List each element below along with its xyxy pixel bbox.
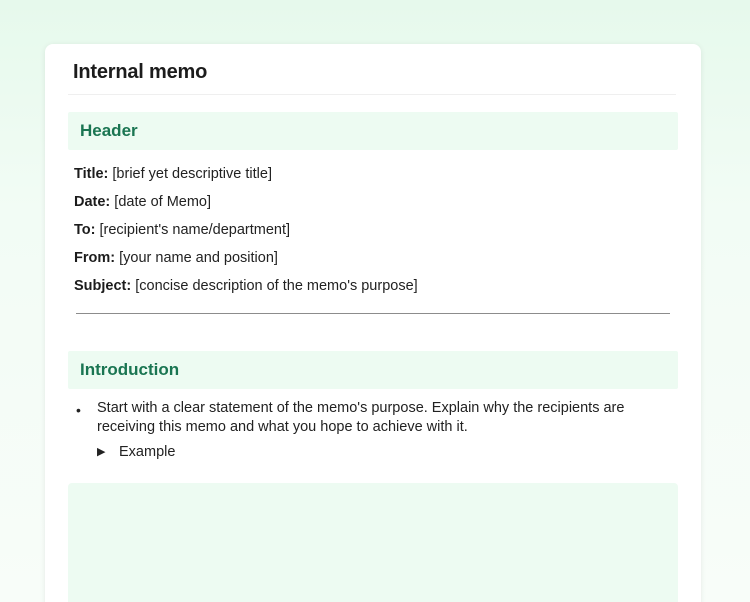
page-title: Internal memo xyxy=(73,61,208,83)
bullet-dot-icon: • xyxy=(76,402,81,418)
field-subject-value: [concise description of the memo's purpose] xyxy=(131,278,418,294)
field-from-value: [your name and position] xyxy=(115,250,278,266)
field-title xyxy=(74,164,418,192)
introduction-heading-text: Introduction xyxy=(80,360,180,379)
example-toggle-label: Example xyxy=(119,444,176,460)
introduction-bullet-text: Start with a clear statement of the memo's purpose. Explain why the recipients are receiving this memo and what you hope to achieve with it. xyxy=(97,400,625,435)
memo-card xyxy=(45,44,701,602)
header-section-heading xyxy=(68,112,678,150)
example-content-box xyxy=(68,483,678,602)
field-from-label: From: xyxy=(74,250,116,266)
field-title-value: [brief yet descriptive title] xyxy=(108,166,272,182)
header-heading-text: Header xyxy=(80,121,138,140)
field-date xyxy=(74,192,418,220)
field-date-label: Date: xyxy=(74,194,111,210)
field-to-value: [recipient's name/department] xyxy=(95,222,291,238)
field-subject xyxy=(74,276,418,304)
header-fields-list xyxy=(74,164,418,304)
introduction-bullet-list xyxy=(73,399,673,462)
list-item xyxy=(73,399,673,462)
field-title-label: Title: xyxy=(74,166,109,182)
section-divider xyxy=(76,313,670,314)
field-subject-label: Subject: xyxy=(74,278,132,294)
title-divider xyxy=(68,94,676,95)
triangle-right-icon: ▶ xyxy=(97,446,106,458)
example-toggle[interactable] xyxy=(97,443,673,462)
field-to-label: To: xyxy=(74,222,96,238)
introduction-section-heading xyxy=(68,351,678,389)
field-from xyxy=(74,248,418,276)
field-to xyxy=(74,220,418,248)
field-date-value: [date of Memo] xyxy=(110,194,212,210)
